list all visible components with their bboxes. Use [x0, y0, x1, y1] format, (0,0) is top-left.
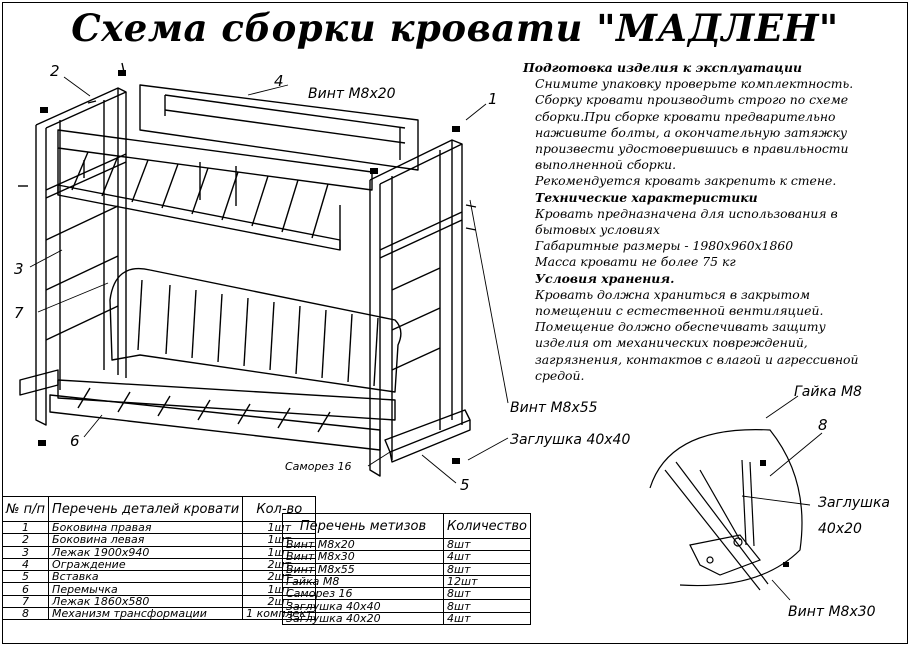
- storage-line: изделия от механических повреждений,: [535, 335, 808, 351]
- cell: 4шт: [444, 551, 531, 563]
- prep-line: Снимите упаковку проверьте комплектность.: [535, 76, 854, 92]
- tech-line: Масса кровати не более 75 кг: [535, 254, 736, 270]
- parts-table: [2, 496, 316, 620]
- prep-line: наживите болты, а окончательную затяжку: [535, 124, 848, 140]
- table-row: [3, 595, 316, 607]
- prep-heading: Подготовка изделия к эксплуатации: [523, 60, 802, 75]
- hardware-table-header: [283, 514, 531, 539]
- cell: Заглушка 40х20: [283, 612, 444, 624]
- prep-line: сборки.При сборке кровати предварительно: [535, 108, 836, 124]
- cell: Боковина правая: [49, 522, 243, 534]
- cell: 4: [3, 558, 49, 570]
- col-part-name: Перечень деталей кровати: [49, 497, 243, 522]
- tech-line: Кровать предназначена для использования в: [535, 205, 838, 221]
- cell: 1шт: [243, 583, 316, 595]
- cell: 2шт: [243, 558, 316, 570]
- cell: 1шт: [243, 522, 316, 534]
- prep-line: произвести удостоверившись в правильности: [535, 141, 849, 157]
- cell: Ограждение: [49, 558, 243, 570]
- label-bolt-m8x20: Винт М8х20: [308, 86, 396, 102]
- cell: 1 комплект: [243, 608, 316, 620]
- tech-line: бытовых условиях: [535, 222, 660, 238]
- cell: 2шт: [243, 595, 316, 607]
- cell: Механизм трансформации: [49, 608, 243, 620]
- table-row: [283, 600, 531, 612]
- cell: 7: [3, 595, 49, 607]
- cell: Винт М8х30: [283, 551, 444, 563]
- table-row: [3, 534, 316, 546]
- callout-2: 2: [50, 62, 60, 80]
- callout-3: 3: [14, 260, 24, 278]
- storage-heading: Условия хранения.: [535, 270, 675, 286]
- end-caps: [38, 70, 789, 567]
- parts-table-header: [3, 497, 316, 522]
- cell: Лежак 1900х940: [49, 546, 243, 558]
- cell: 6: [3, 583, 49, 595]
- cell: 1шт: [243, 534, 316, 546]
- cell: 8: [3, 608, 49, 620]
- cell: Перемычка: [49, 583, 243, 595]
- callout-1: 1: [488, 90, 498, 108]
- lower-backrest: [110, 269, 401, 392]
- hardware-table: [282, 513, 531, 625]
- label-nut-m8: Гайка М8: [794, 384, 862, 400]
- cell: Вставка: [49, 571, 243, 583]
- prep-line: выполненной сборки.: [535, 157, 677, 173]
- insert-panel: [385, 410, 470, 462]
- storage-line: загрязнения, контактов с влагой и агрессивной: [535, 351, 859, 367]
- cell: 8шт: [444, 539, 531, 551]
- cell: 8шт: [444, 600, 531, 612]
- table-row: [283, 588, 531, 600]
- col-number: № п/п: [3, 497, 49, 522]
- tech-line: Габаритные размеры - 1980х960х1860: [535, 238, 794, 254]
- mechanism-detail: [650, 430, 802, 590]
- table-row: [283, 612, 531, 624]
- table-row: [3, 558, 316, 570]
- table-row: [3, 522, 316, 534]
- storage-line: Кровать должна храниться в закрытом: [535, 286, 811, 302]
- table-row: [283, 551, 531, 563]
- prep-line: Сборку кровати производить строго по схеме: [535, 92, 849, 108]
- cell: Саморез 16: [283, 588, 444, 600]
- table-row: [283, 563, 531, 575]
- label-cap-40x40: Заглушка 40х40: [510, 432, 631, 448]
- callout-8: 8: [818, 416, 828, 434]
- cell: 2шт: [243, 571, 316, 583]
- cell: 1шт: [243, 546, 316, 558]
- label-screw-16: Саморез 16: [285, 460, 352, 473]
- bolt-marks: [18, 63, 476, 230]
- table-row: [283, 575, 531, 587]
- label-cap-40x20-a: Заглушка: [818, 495, 890, 511]
- prep-line: Рекомендуется кровать закрепить к стене.: [535, 173, 837, 189]
- cell: 8шт: [444, 588, 531, 600]
- cell: Винт М8х20: [283, 539, 444, 551]
- label-bolt-m8x30: Винт М8х30: [788, 604, 876, 620]
- callout-4: 4: [274, 72, 284, 90]
- cell: Гайка М8: [283, 575, 444, 587]
- col-quantity: Количество: [444, 514, 531, 539]
- col-hardware: Перечень метизов: [283, 514, 444, 539]
- cell: 12шт: [444, 575, 531, 587]
- callout-6: 6: [70, 432, 80, 450]
- cell: 5: [3, 571, 49, 583]
- cell: Заглушка 40х40: [283, 600, 444, 612]
- callout-7: 7: [14, 304, 24, 322]
- cell: Лежак 1860х580: [49, 595, 243, 607]
- table-row: [283, 539, 531, 551]
- page-title: Схема сборки кровати "МАДЛЕН": [71, 6, 839, 50]
- table-row: [3, 608, 316, 620]
- storage-line: средой.: [535, 367, 585, 383]
- table-row: [3, 546, 316, 558]
- cell: Винт М8х55: [283, 563, 444, 575]
- label-bolt-m8x55: Винт М8х55: [510, 400, 598, 416]
- col-qty: Кол-во: [243, 497, 316, 522]
- cell: 4шт: [444, 612, 531, 624]
- right-side-frame: [370, 140, 462, 476]
- table-row: [3, 571, 316, 583]
- storage-line: помещении с естественной вентиляцией.: [535, 303, 824, 319]
- callout-5: 5: [460, 476, 470, 494]
- tech-heading: Технические характеристики: [535, 189, 758, 205]
- table-row: [3, 583, 316, 595]
- label-cap-40x20-b: 40х20: [818, 521, 862, 537]
- cell: 2: [3, 534, 49, 546]
- cell: Боковина левая: [49, 534, 243, 546]
- cell: 8шт: [444, 563, 531, 575]
- upper-lounger: [58, 130, 372, 250]
- storage-line: Помещение должно обеспечивать защиту: [535, 319, 826, 335]
- cell: 1: [3, 522, 49, 534]
- cell: 3: [3, 546, 49, 558]
